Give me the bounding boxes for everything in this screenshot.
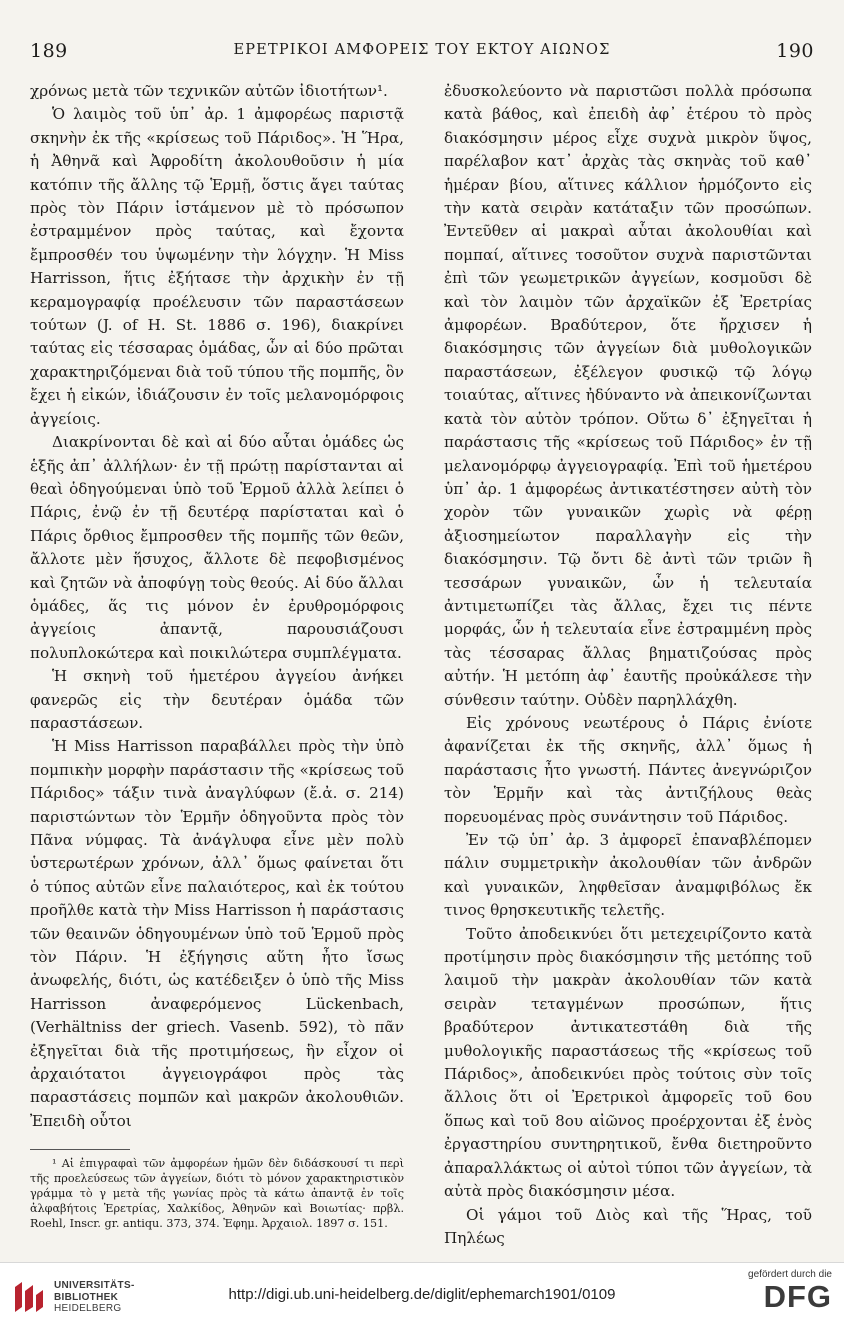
- right-column: [444, 80, 812, 1250]
- paragraph: Ὁ λαιμὸς τοῦ ὑπ᾽ ἀρ. 1 ἀμφορέως παριστᾷ σκηνὴν ἐκ τῆς «κρίσεως τοῦ Πάριδος». Ἡ Ἥρα, ἡ Ἀθηνᾶ καὶ Ἀφροδίτη ἀκολουθοῦσιν ἡ μία κατόπιν τῆς ἄλλης τῷ Ἑρμῇ, ὅστις ἄγει ταύτας πρὸς τὸν Πάριν ἱστάμενον μὲ τὸ πρόσωπον ἐστραμμένον πρὸς ταύτας, καὶ ἔχοντα ἔμπροσθέν του ὑψωμένην τὴν λόγχην. Ἡ Miss Harrisson, ἥτις ἐξήτασε τὴν ἀρχικὴν ἐν τῇ κεραμογραφίᾳ προέλευσιν τῶν παραστάσεων τούτων (J. of H. St. 1886 σ. 196), διακρίνει ταύτας εἰς τέσσαρας ὁμάδας, ὧν αἱ δύο πρῶται χαρακτηριζόμεναι διὰ τοῦ τύπου τῆς πομπῆς, ὃν ἔχει ἡ εἰκών, ἰδιάζουσιν ἐν τοῖς μελανομόρφοις ἀγγείοις.: [30, 105, 404, 428]
- running-header: [30, 40, 814, 66]
- page-number-left: 189: [30, 40, 68, 62]
- library-name-line: HEIDELBERG: [54, 1303, 122, 1314]
- page-number-right: 190: [776, 40, 814, 62]
- paragraph: Οἱ γάμοι τοῦ Διὸς καὶ τῆς Ἥρας, τοῦ Πηλέως: [444, 1205, 812, 1247]
- left-column: [30, 80, 404, 1231]
- footnote: ¹ Αἱ ἐπιγραφαὶ τῶν ἀμφορέων ἡμῶν δὲν διδάσκουσί τι περὶ τῆς προελεύσεως τῶν ἀγγείων, διότι τὸ μόνον χαρακτηριστικὸν γράμμα τὸ γ μετὰ τῆς γωνίας πρὸς τὰ κάτω ἀπαντᾷ ἐν τοῖς ἀλφαβήτοις Ἐρετρίας, Χαλκίδος, Ἀθηνῶν καὶ Βοιωτίας· πρβλ. Roehl, Inscr. gr. antiqu. 373, 374. Ἐφημ. Ἀρχαιολ. 1897 σ. 151.: [30, 1157, 404, 1231]
- paragraph: Ἡ Miss Harrisson παραβάλλει πρὸς τὴν ὑπὸ πομπικὴν μορφὴν παράστασιν τῆς «κρίσεως τοῦ Πάριδος» τάξιν τινὰ ἀναγλύφων (ἔ.ἀ. σ. 214) παριστώντων τὸν Ἑρμῆν ὁδηγοῦντα πρὸς τὸν Πᾶνα νύμφας. Τὰ ἀνάγλυφα εἶνε μὲν πολὺ ὑστερωτέρων χρόνων, ἀλλ᾽ ὅμως φαίνεται ὅτι ὁ τύπος αὐτῶν εἶνε παλαιότερος, καὶ ἐκ τούτου προῆλθε κατὰ τὴν Miss Harrisson ἡ παράστασις τῶν θεαινῶν ὁδηγουμένων ὑπὸ τοῦ Ἑρμοῦ πρὸς τὸν Πάριν. Ἡ ἐξήγησις αὕτη ἦτο ἴσως ἀνωφελής, διότι, ὡς κατέδειξεν ὁ ὑπὸ τῆς Miss Harrisson ἀναφερόμενος Lückenbach, (Verhältniss der griech. Vasenb. 592), τὸ πᾶν ἐξηγεῖται διὰ τῆς προτιμήσεως, ἣν εἶχον οἱ ἀρχαιότατοι ἀγγειογράφοι πρὸς τὰς παραστάσεις πομπῶν καὶ μακρῶν ἀκολουθιῶν. Ἐπειδὴ οὗτοι: [30, 737, 404, 1130]
- running-title: ΕΡΕΤΡΙΚΟΙ ΑΜΦΟΡΕΙΣ ΤΟΥ ΕΚΤΟΥ ΑΙΩΝΟΣ: [233, 42, 611, 58]
- paragraph: χρόνως μετὰ τῶν τεχνικῶν αὐτῶν ἰδιοτήτων¹.: [30, 82, 388, 100]
- paragraph: Ἡ σκηνὴ τοῦ ἡμετέρου ἀγγείου ἀνήκει φανερῶς εἰς τὴν δευτέραν ὁμάδα τῶν παραστάσεων.: [30, 667, 404, 732]
- funded-by-label: gefördert durch die: [748, 1269, 832, 1280]
- library-name-line: UNIVERSITÄTS-: [54, 1280, 135, 1291]
- source-url-link[interactable]: http://digi.ub.uni-heidelberg.de/diglit/ephemarch1901/0109: [228, 1286, 616, 1303]
- library-name-line: BIBLIOTHEK: [54, 1291, 119, 1303]
- paragraph: Τοῦτο ἀποδεικνύει ὅτι μετεχειρίζοντο κατὰ προτίμησιν πρὸς διακόσμησιν τῆς μετόπης τοῦ λαιμοῦ τὴν μακρὰν ἀκολουθίαν τῶν κατὰ σειρὰν τεταγμένων προσώπων, ἥτις βραδύτερον ἀντικατεστάθη διὰ τῆς μυθολογικῆς παραστάσεως τῆς «κρίσεως τοῦ Πάριδος», ἀποδεικνύει πρὸς τούτοις σὺν τοῖς ἄλλοις ὅτι οἱ Ἐρετρικοὶ ἀμφορεῖς τοῦ 6ου ὅπως καὶ τοῦ 8ου αἰῶνος προέρχονται ἐξ ἑνὸς ἐργαστηρίου συντηρητικοῦ, ἔνθα διετηροῦντο ἀπαραλλάκτως οἱ αὐτοὶ τύποι τῶν ἀγγείων, τὰ αὐτὰ πρὸς διακόσμησιν μέσα.: [444, 924, 812, 1201]
- footnote-divider: [30, 1149, 130, 1150]
- paragraph: ἐδυσκολεύοντο νὰ παριστῶσι πολλὰ πρόσωπα κατὰ βάθος, καὶ ἐπειδὴ ἀφ᾽ ἑτέρου τὸ πρὸς διακόσμησιν μέρος εἶχε συχνὰ μικρὸν ὕψος, παρέλαβον κατ᾽ ἀρχὰς τὰς σκηνὰς τοῦ καθ᾽ ἡμέραν βίου, αἵτινες κάλλιον ἡρμόζοντο εἰς τὴν κατὰ σειρὰν κατάταξιν τῶν προσώπων. Ἐντεῦθεν αἱ μακραὶ αὗται ἀκολουθίαι καὶ πομπαί, αἵτινες τοσοῦτον συχνὰ παριστῶνται ἐπὶ τῶν γεωμετρικῶν ἀγγείων, κοσμοῦσι δὲ καὶ τὸν λαιμὸν τῶν ἀρχαϊκῶν ἐξ Ἐρετρίας ἀμφορέων. Βραδύτερον, ὅτε ἤρχισεν ἡ διακόσμησις τῶν ἀγγείων διὰ μυθολογικῶν παραστάσεων, ἐξέλεγον φυσικῷ τῷ λόγῳ τοιαύτας, αἵτινες ἠδύναντο νὰ ἀπεικονίζωνται κατὰ τὸν αὐτὸν τρόπον. Οὕτω δ᾽ ἐξηγεῖται ἡ παράστασις τῆς «κρίσεως τοῦ Πάριδος» ἐν τῇ μελανομόρφῳ ἀγγειογραφίᾳ. Ἐπὶ τοῦ ἡμετέρου ὑπ᾽ ἀρ. 1 ἀμφορέως ἀντικατέστησεν αὐτὴ τὸν χορὸν τῶν γυναικῶν χωρὶς νὰ φέρῃ ἀξιοσημείωτον παραλλαγὴν εἰς τὴν διακόσμησιν. Τῷ ὄντι δὲ ἀντὶ τῶν τριῶν ἢ τεσσάρων γυναικῶν, ὧν ἡ τελευταία ἀντιμετωπίζει τὰς ἄλλας, ἔχει τις πέντε μορφάς, ὧν ἡ τελευταία εἶνε ἐστραμμένη πρὸς τὰς τέσσαρας ἄλλας βηματιζούσας πρὸς αὐτήν. Ἡ μετόπη ἀφ᾽ ἑαυτῆς προὐκάλεσε τὴν σύνθεσιν ταύτην. Οὐδὲν παρηλλάχθη.: [444, 82, 812, 709]
- paragraph: Εἰς χρόνους νεωτέρους ὁ Πάρις ἐνίοτε ἀφανίζεται ἐκ τῆς σκηνῆς, ἀλλ᾽ ὅμως ἡ παράστασις ἦτο γνωστή. Πάντες ἀνεγνώριζον τὸν Ἑρμῆν καὶ τὰς ἀντιζήλους θεὰς πορευομένας πρὸς συνάντησιν τοῦ Πάριδος.: [444, 713, 812, 826]
- digitization-footer: [0, 1262, 844, 1327]
- dfg-logo: DFG: [763, 1279, 832, 1314]
- paragraph: Ἐν τῷ ὑπ᾽ ἀρ. 3 ἀμφορεῖ ἐπαναβλέπομεν πάλιν συμμετρικὴν ἀκολουθίαν τῶν ἀνδρῶν καὶ γυναικῶν, ληφθεῖσαν ἀναμφιβόλως ἔκ τινος θρησκευτικῆς τελετῆς.: [444, 831, 812, 920]
- dfg-funding-badge[interactable]: [742, 1269, 832, 1314]
- paragraph: Διακρίνονται δὲ καὶ αἱ δύο αὗται ὁμάδες ὡς ἑξῆς ἀπ᾽ ἀλλήλων· ἐν τῇ πρώτῃ παρίστανται αἱ θεαὶ ὁδηγούμεναι ὑπὸ τοῦ Ἑρμοῦ ἀλλὰ λείπει ὁ Πάρις, ἐνῷ ἐν τῇ δευτέρᾳ παρίσταται καὶ ὁ Πάρις ὄρθιος ἔμπροσθεν τῆς πομπῆς τῶν θεῶν, ἄλλοτε μὲν ἥσυχος, ἄλλοτε δὲ πεφοβισμένος καὶ ζητῶν νὰ ἀποφύγῃ τοὺς θεούς. Αἱ δύο ἄλλαι ὁμάδες, ἅς τις μόνον ἐν ἐρυθρομόρφοις ἀγγείοις ἀπαντᾷ, παρουσιάζουσι πολυπλοκώτερα καὶ ποικιλώτερα συμπλέγματα.: [30, 433, 404, 662]
